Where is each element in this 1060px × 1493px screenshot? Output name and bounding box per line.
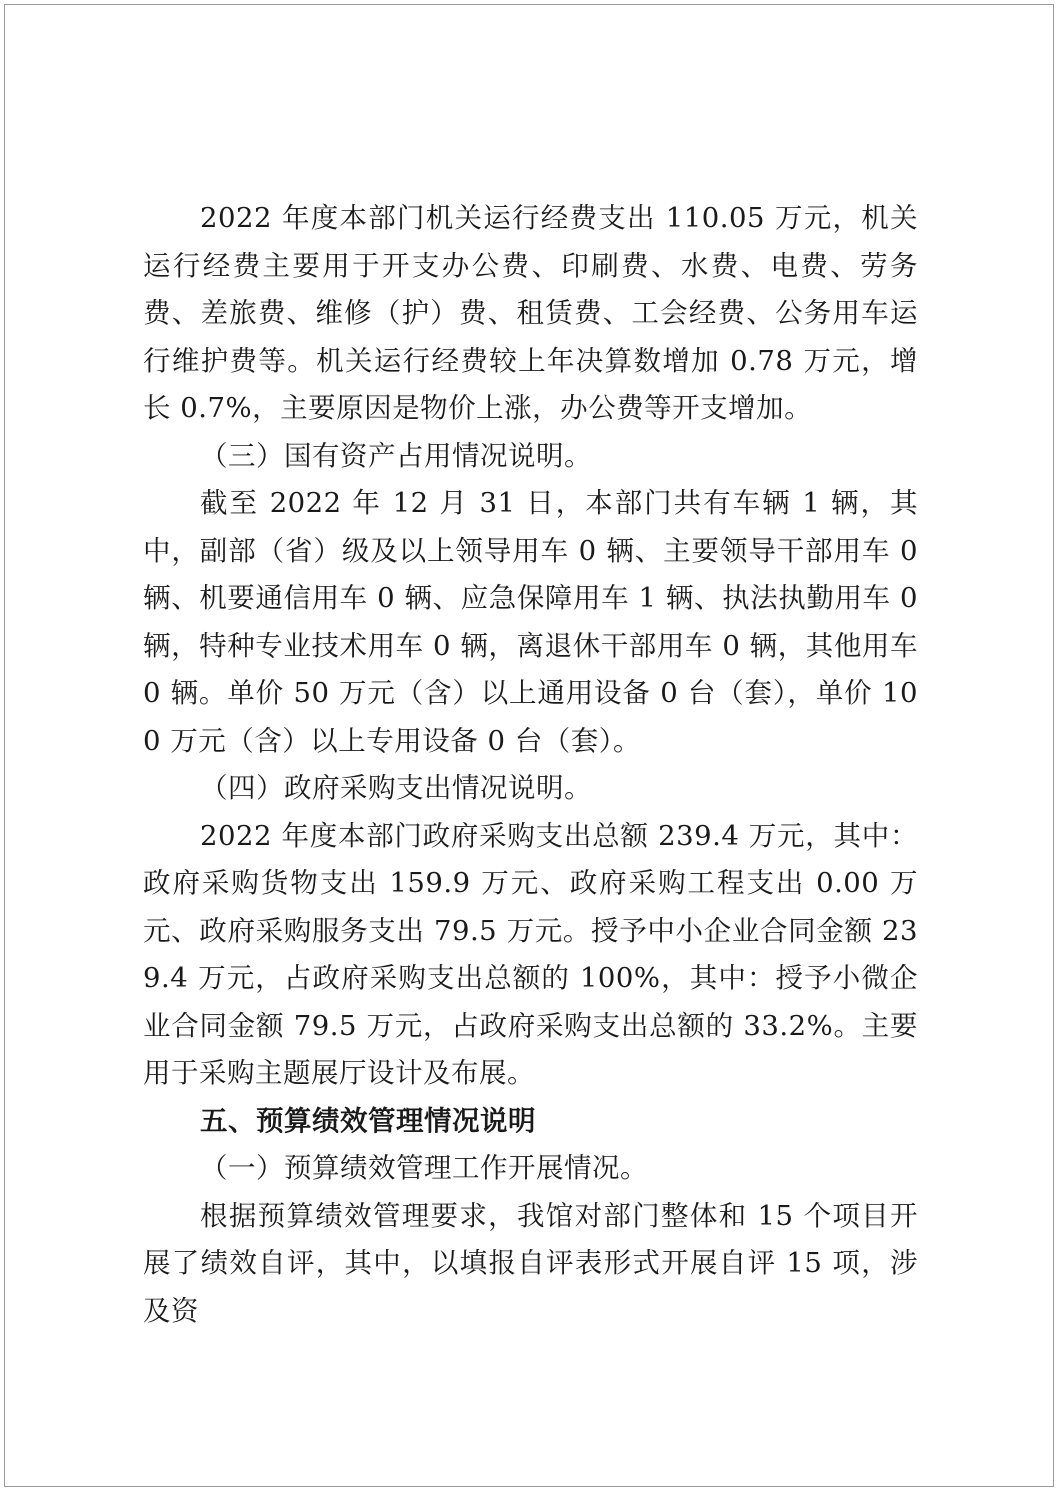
paragraph-vehicles-equipment: 截至 2022 年 12 月 31 日，本部门共有车辆 1 辆，其中，副部（省）级及以上领导用车 0 辆、主要领导干部用车 0 辆、机要通信用车 0 辆、应急保障用车 1 辆、执法执勤用车 0 辆，特种专业技术用车 0 辆，离退休干部用车 0 辆，其他用车 0 辆。单价 50 万元（含）以上通用设备 0 台（套），单价 100 万元（含）以上专用设备 0 台（套）。 [143, 487, 918, 757]
document-body [143, 195, 918, 1335]
subheading-performance-work: （一）预算绩效管理工作开展情况。 [200, 1152, 648, 1184]
paragraph-procurement: 2022 年度本部门政府采购支出总额 239.4 万元，其中：政府采购货物支出 159.9 万元、政府采购工程支出 0.00 万元、政府采购服务支出 79.5 万元。授予中小企业合同金额 239.4 万元，占政府采购支出总额的 100%，其中：授予小微企业合同金额 79.5 万元，占政府采购支出总额的 33.2%。主要用于采购主题展厅设计及布展。 [143, 819, 918, 1089]
paragraph-performance-evaluation: 根据预算绩效管理要求，我馆对部门整体和 15 个项目开展了绩效自评，其中，以填报自评表形式开展自评 15 项，涉及资 [143, 1199, 918, 1327]
subheading-state-assets: （三）国有资产占用情况说明。 [200, 439, 592, 472]
subheading-procurement: （四）政府采购支出情况说明。 [200, 772, 592, 804]
section-heading-performance: 五、预算绩效管理情况说明 [200, 1104, 536, 1137]
paragraph-operating-expenses: 2022 年度本部门机关运行经费支出 110.05 万元，机关运行经费主要用于开支办公费、印刷费、水费、电费、劳务费、差旅费、维修（护）费、租赁费、工会经费、公务用车运行维护费等。机关运行经费较上年决算数增加 0.78 万元，增长 0.7%，主要原因是物价上涨，办公费等开支增加。 [143, 202, 918, 424]
